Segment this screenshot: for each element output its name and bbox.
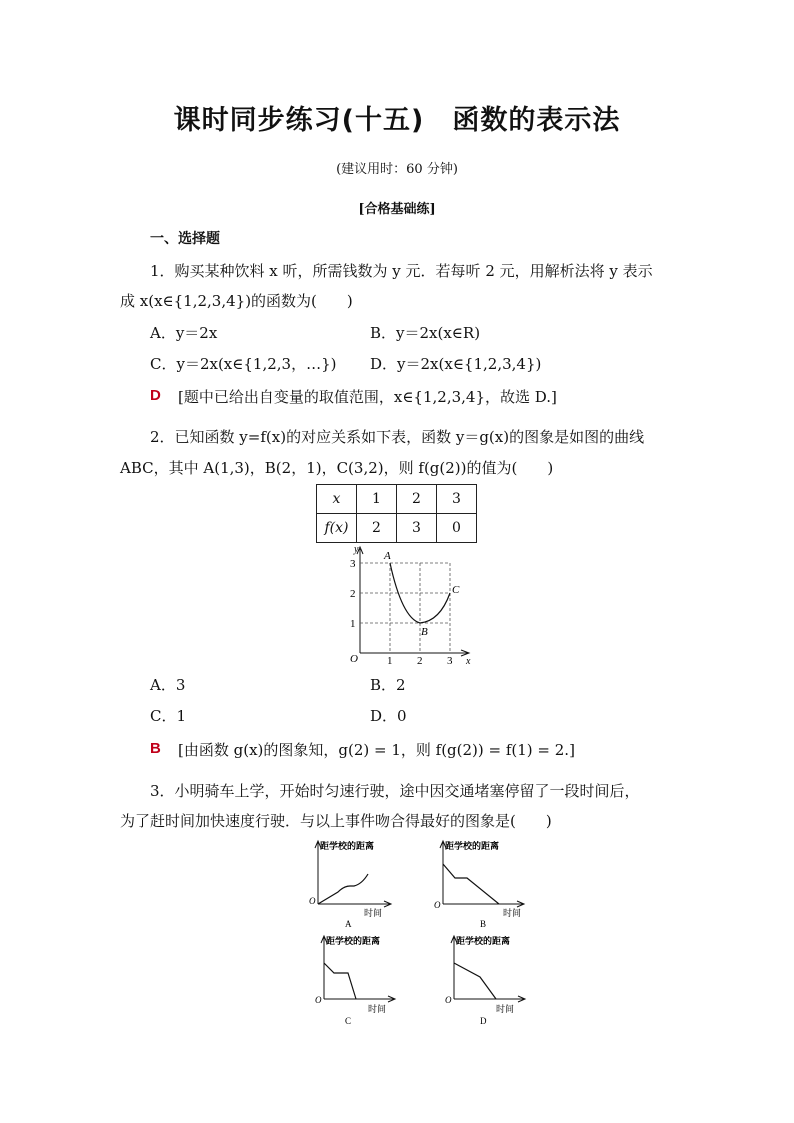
- distance-line: [454, 963, 496, 999]
- q2-answer: B: [150, 740, 161, 757]
- q1-option-b: B．y＝2x(x∈R): [370, 324, 481, 342]
- q2-option-d: D．0: [370, 707, 407, 725]
- q2-option-a: A．3: [150, 676, 186, 694]
- graph-label: A: [345, 919, 352, 929]
- y-tick-label: 2: [350, 588, 356, 600]
- x-axis-label: x: [466, 656, 471, 665]
- origin-label: O: [434, 900, 441, 910]
- y-tick-label: 1: [350, 618, 356, 630]
- option-c-graph: [310, 933, 410, 1028]
- function-table: [316, 484, 477, 543]
- y-axis-label: 距学校的距离: [326, 936, 381, 946]
- q1-option-c: C．y＝2x(x∈{1,2,3，…}): [150, 355, 337, 373]
- table-cell: 1: [357, 485, 397, 514]
- x-axis-label: 时间: [503, 908, 522, 918]
- page-title: 课时同步练习(十五) 函数的表示法: [173, 105, 621, 136]
- q1-option-a: A．y＝2x: [150, 324, 218, 342]
- q3-stem-line1: 3．小明骑车上学，开始时匀速行驶，途中因交通堵塞停留了一段时间后，: [150, 782, 640, 800]
- x-axis-label: 时间: [368, 1004, 387, 1014]
- y-tick-label: 3: [350, 558, 356, 570]
- origin-label: O: [309, 896, 316, 906]
- y-axis-label: 距学校的距离: [320, 841, 375, 851]
- x-axis-label: 时间: [364, 908, 383, 918]
- point-c-label: C: [452, 584, 460, 596]
- q2-stem-line1: 2．已知函数 y=f(x)的对应关系如下表，函数 y＝g(x)的图象是如图的曲线: [150, 428, 645, 446]
- suggested-time: (建议用时：60 分钟): [336, 162, 458, 177]
- q1-stem-line2: 成 x(x∈{1,2,3,4})的函数为( ): [120, 292, 353, 310]
- origin-label: O: [350, 653, 358, 665]
- origin-label: O: [315, 995, 322, 1005]
- q2-stem-line2: ABC，其中 A(1,3)，B(2，1)，C(3,2)，则 f(g(2))的值为( ): [120, 459, 554, 477]
- distance-line: [318, 874, 368, 904]
- section-label: [合格基础练]: [358, 202, 436, 217]
- graph-label: C: [345, 1016, 352, 1026]
- table-row: [317, 514, 477, 543]
- point-a-label: A: [384, 550, 391, 562]
- origin-label: O: [445, 995, 452, 1005]
- table-cell: x: [317, 485, 357, 514]
- point-b-label: B: [421, 626, 428, 638]
- q1-stem-line1: 1．购买某种饮料 x 听，所需钱数为 y 元．若每听 2 元，用解析法将 y 表示: [150, 262, 653, 280]
- x-tick-label: 1: [387, 655, 393, 665]
- q3-stem-line2: 为了赶时间加快速度行驶．与以上事件吻合得最好的图象是( ): [120, 812, 552, 830]
- option-b-graph: [425, 838, 535, 930]
- table-cell: f(x): [317, 514, 357, 543]
- distance-line: [324, 963, 356, 999]
- q1-answer: D: [150, 387, 161, 404]
- y-axis-label: 距学校的距离: [445, 841, 500, 851]
- graph-label: B: [480, 919, 487, 929]
- table-cell: 2: [357, 514, 397, 543]
- q1-explanation: [题中已给出自变量的取值范围，x∈{1,2,3,4}，故选 D.]: [178, 388, 557, 406]
- table-cell: 0: [437, 514, 477, 543]
- q2-explanation: [由函数 g(x)的图象知，g(2) = 1，则 f(g(2)) = f(1) = 2.]: [178, 741, 575, 759]
- table-cell: 3: [437, 485, 477, 514]
- table-row: [317, 485, 477, 514]
- x-tick-label: 3: [447, 655, 453, 665]
- distance-line: [443, 864, 499, 904]
- option-a-graph: [300, 838, 400, 930]
- y-axis-label: 距学校的距离: [456, 936, 511, 946]
- g-function-graph: [340, 543, 480, 665]
- q1-option-d: D．y＝2x(x∈{1,2,3,4}): [370, 355, 542, 373]
- q2-option-b: B．2: [370, 676, 406, 694]
- y-axis-label: y: [354, 544, 359, 555]
- q2-option-c: C．1: [150, 707, 187, 725]
- section-heading: 一、选择题: [150, 231, 220, 247]
- table-cell: 3: [397, 514, 437, 543]
- x-tick-label: 2: [417, 655, 423, 665]
- graph-label: D: [480, 1016, 487, 1026]
- x-axis-label: 时间: [496, 1004, 515, 1014]
- table-cell: 2: [397, 485, 437, 514]
- option-d-graph: [440, 933, 540, 1028]
